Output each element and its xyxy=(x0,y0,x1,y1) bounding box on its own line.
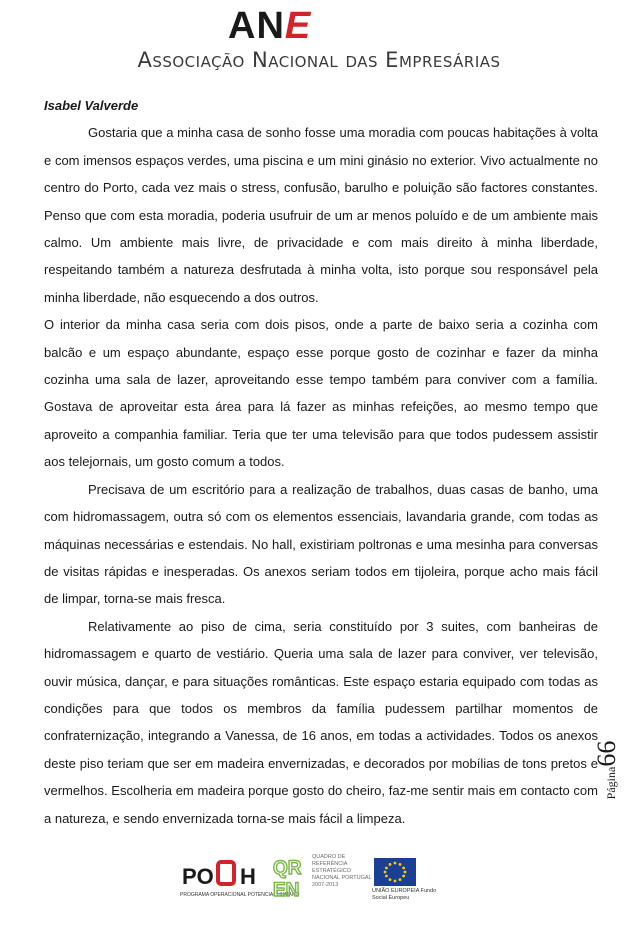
eu-caption: UNIÃO EUROPEIA Fundo Social Europeu xyxy=(372,888,437,901)
page-footer xyxy=(0,852,638,902)
qren-caption: QUADRO DE REFERÊNCIA ESTRATÉGICO NACIONAL PORTUGAL 2007-2013 xyxy=(312,854,372,888)
poph-logo-graphic xyxy=(180,856,264,890)
organization-name: Associação Nacional das Empresárias xyxy=(137,48,501,72)
ane-logo: ANE xyxy=(228,5,312,47)
paragraph-2: O interior da minha casa seria com dois pisos, onde a parte de baixo seria a cozinha com balcão e um espaço abundante, espaço esse porque gosto de cozinhar e fazer da minha cozinha uma sala de lazer, aproveitando esse tempo também para conviver com a família. Gostava de aproveitar esta área para lá fazer as minhas refeições, ao mesmo tempo que aproveito a companhia familiar. Teria que ter uma televisão para que todos pudessem assistir aos telejornais, um gosto comum a todos. xyxy=(44,317,598,470)
page-number xyxy=(592,720,622,820)
svg-text:H: H xyxy=(240,864,256,889)
svg-text:EN: EN xyxy=(273,880,300,900)
svg-text:QR: QR xyxy=(273,858,302,879)
poph-tagline: PROGRAMA OPERACIONAL POTENCIAL HUMANO xyxy=(180,892,300,898)
eu-flag-icon xyxy=(374,858,416,886)
paragraph-3: Precisava de um escritório para a realização de trabalhos, duas casas de banho, uma com hidromassagem, outra só com os elementos essenciais, lavandaria grande, com todas as máquinas necessárias e estendais. No hall, existiriam poltronas e uma mesinha para conversas de visitas rápidas e inesperadas. Os anexos seriam todos em tijoleira, porque acho mais fácil de limpar, torna-se mais fresca. xyxy=(44,481,598,607)
eu-logo xyxy=(372,854,444,902)
article-body xyxy=(44,92,598,832)
qren-logo-graphic xyxy=(272,854,310,900)
page-header xyxy=(0,0,638,86)
page-label: Página xyxy=(604,766,618,800)
qren-logo xyxy=(272,854,372,902)
author-name: Isabel Valverde xyxy=(44,98,139,113)
paragraph-1: Gostaria que a minha casa de sonho fosse uma moradia com poucas habitações à volta e com imensos espaços verdes, uma piscina e um mini ginásio no exterior. Vivo actualmente no centro do Porto, cada vez mais o stress, confusão, barulho e poluição são factores constantes. Penso que com esta moradia, poderia usufruir de um ar menos poluído e de um ambiente mais calmo. Um ambiente mais livre, de privacidade e com mais direito à minha liberdade, respeitando também a natureza desfrutada à minha volta, isto porque sou responsável pela minha liberdade, não esquecendo a dos outros. xyxy=(44,125,598,305)
svg-text:PO: PO xyxy=(182,864,214,889)
page-number-value: 66 xyxy=(592,740,621,767)
paragraph-4: Relativamente ao piso de cima, seria constituído por 3 suites, com banheiras de hidromassagem e quarto de vestiário. Queria uma sala de lazer para conviver, ver televisão, ouvir música, dançar, e para situações românticas. Este espaço estaria equipado com todas as condições para que todos os membros da família pudessem partilhar momentos de confraternização, integrando a Vanessa, de 16 anos, em todas a actividades. Todos os anexos deste piso teriam que ser em madeira envernizadas, e decorados por mobílias de tons pretos e vermelhos. Escolheria em madeira porque gosto do cheiro, faz-me sentir mais em contacto com a natureza, e sendo envernizada torna-se mais fácil a limpeza. xyxy=(44,618,598,826)
